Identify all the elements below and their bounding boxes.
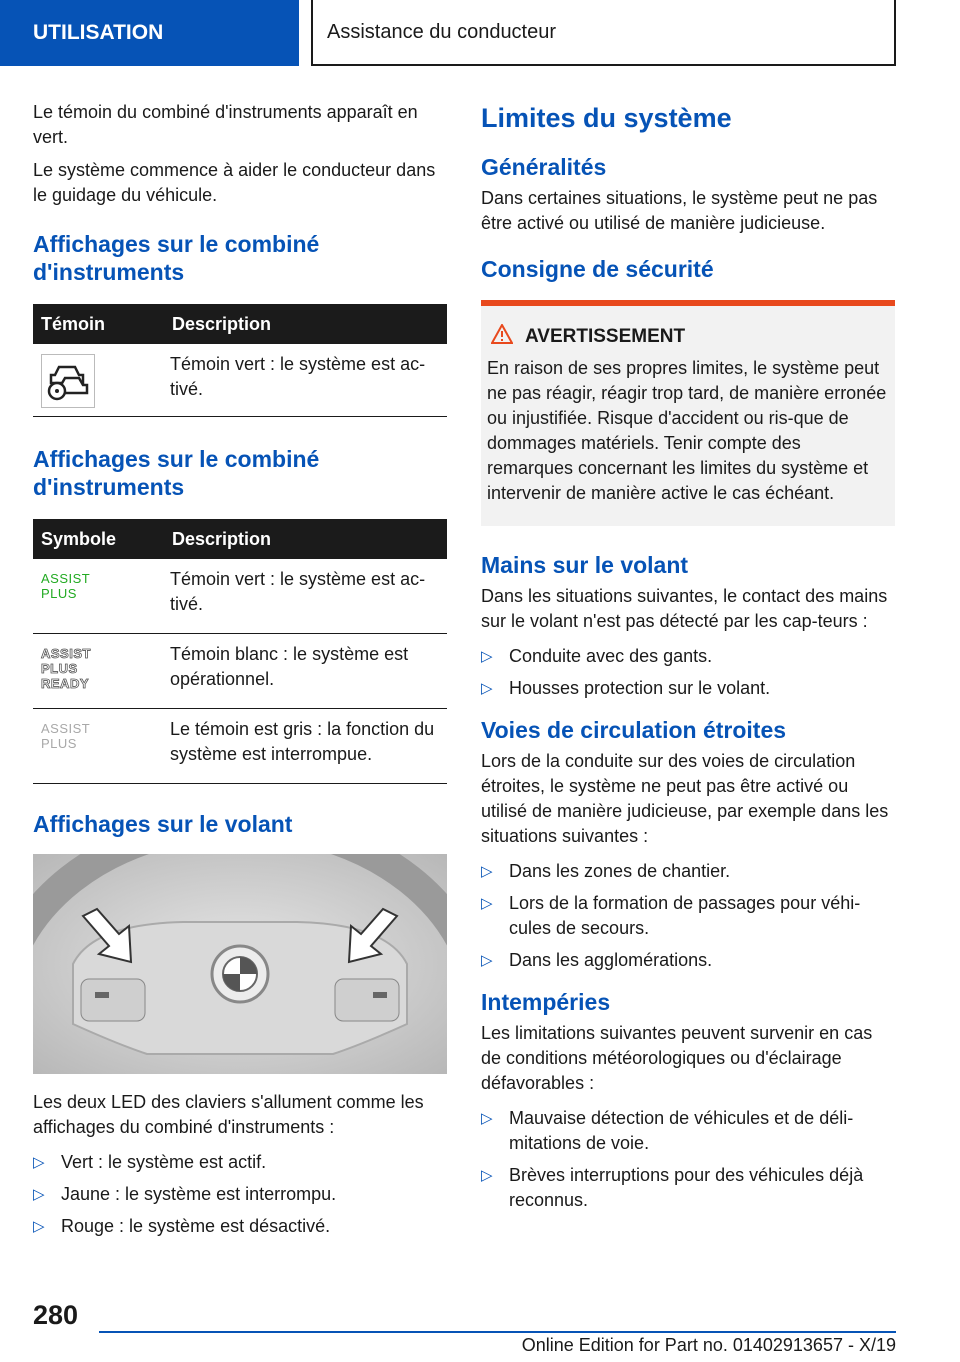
triangle-bullet-icon: ▷ [33,1186,45,1203]
section-heading: Mains sur le volant [481,552,689,578]
paragraph: Le système commence à aider le conducteur dans le guidage du véhicule. [33,160,436,205]
section-heading: Consigne de sécurité [481,256,714,282]
list-item: ▷ Dans les agglomérations. [481,948,895,973]
assist-plus-ready-icon: ASSIST PLUS READY [41,646,91,691]
steering-wheel-image [33,854,447,1074]
table-row [33,344,447,417]
footer-divider [99,1331,896,1333]
paragraph: Dans certaines situations, le système peut ne pas être activé ou utilisé de manière judicieuse. [481,188,878,233]
led-color-list [33,1150,447,1239]
warning-box [481,300,895,526]
triangle-bullet-icon: ▷ [481,952,493,969]
triangle-bullet-icon: ▷ [481,1167,493,1184]
table-row [33,709,447,784]
table-header: Description [164,519,447,559]
assist-plus-gray-icon: ASSIST PLUS [41,721,91,751]
edition-note: Online Edition for Part no. 01402913657 - X/19 [521,1335,896,1355]
section-heading: Affichages sur le combiné d'instruments [33,231,320,285]
right-column [481,100,895,1221]
list-item: ▷ Lors de la formation de passages pour véhi-cules de secours. [481,893,861,938]
table-cell: Témoin vert : le système est ac-tivé. [164,559,447,634]
section-heading: Généralités [481,154,607,180]
list-item: ▷ Housses protection sur le volant. [481,676,895,701]
paragraph: Les deux LED des claviers s'allument comme les affichages du combiné d'instruments : [33,1092,424,1137]
table-cell: Témoin blanc : le système est opérationnel. [164,634,447,709]
warning-text: En raison de ses propres limites, le système peut ne pas réagir, réagir trop tard, de manière erronée ou injustifiée. Risque d'accident ou ris-que de dommages matériels. Tenir compte des remarques concernant les limites du système et intervenir de manière active le cas échéant. [487,358,887,503]
table-header: Témoin [33,304,164,344]
chapter-title: Assistance du conducteur [311,0,896,66]
table-row [33,559,447,634]
section-heading: Affichages sur le volant [33,811,293,837]
triangle-bullet-icon: ▷ [481,1110,493,1127]
paragraph: Les limitations suivantes peuvent survenir en cas de conditions météorologiques ou d'éclairage défavorables : [481,1023,873,1093]
section-heading: Affichages sur le combiné d'instruments [33,446,320,500]
table-cell: Le témoin est gris : la fonction du système est interrompue. [164,709,447,784]
list-item: ▷ Dans les zones de chantier. [481,859,895,884]
table-cell: Témoin vert : le système est ac-tivé. [164,344,447,417]
section-heading: Voies de circulation étroites [481,717,787,743]
triangle-bullet-icon: ▷ [481,863,493,880]
symbol-table [33,519,447,784]
page-number: 280 [33,1300,79,1330]
list-item: ▷ Brèves interruptions pour des véhicules déjà reconnus. [481,1165,864,1210]
warning-triangle-icon [491,324,513,350]
list-item: ▷ Vert : le système est actif. [33,1150,447,1175]
paragraph: Le témoin du combiné d'instruments apparaît en vert. [33,102,418,147]
list-item: ▷ Mauvaise détection de véhicules et de déli-mitations de voie. [481,1108,854,1153]
page-header [0,0,960,66]
warning-title: AVERTISSEMENT [525,326,686,347]
table-row [33,634,447,709]
list-item: ▷ Rouge : le système est désactivé. [33,1214,447,1239]
weather-list [481,1106,895,1213]
triangle-bullet-icon: ▷ [33,1154,45,1171]
section-tab: UTILISATION [0,0,299,66]
page-section-title: Limites du système [481,103,732,133]
hands-list [481,644,895,701]
paragraph: Dans les situations suivantes, le contact des mains sur le volant n'est pas détecté par les cap-teurs : [481,586,888,631]
steering-car-icon [41,354,95,408]
paragraph: Lors de la conduite sur des voies de circulation étroites, le système ne peut pas être activé ou utilisé de manière judicieuse, par exemple dans les situations suivantes : [481,751,889,846]
list-item: ▷ Conduite avec des gants. [481,644,895,669]
list-item: ▷ Jaune : le système est interrompu. [33,1182,447,1207]
section-heading: Intempéries [481,989,611,1015]
assist-plus-green-icon: ASSIST PLUS [41,571,91,601]
table-header: Symbole [33,519,164,559]
lanes-list [481,859,895,973]
indicator-table [33,304,447,417]
triangle-bullet-icon: ▷ [481,895,493,912]
left-column [33,100,447,1247]
table-header: Description [164,304,447,344]
triangle-bullet-icon: ▷ [481,648,493,665]
triangle-bullet-icon: ▷ [481,680,493,697]
triangle-bullet-icon: ▷ [33,1218,45,1235]
